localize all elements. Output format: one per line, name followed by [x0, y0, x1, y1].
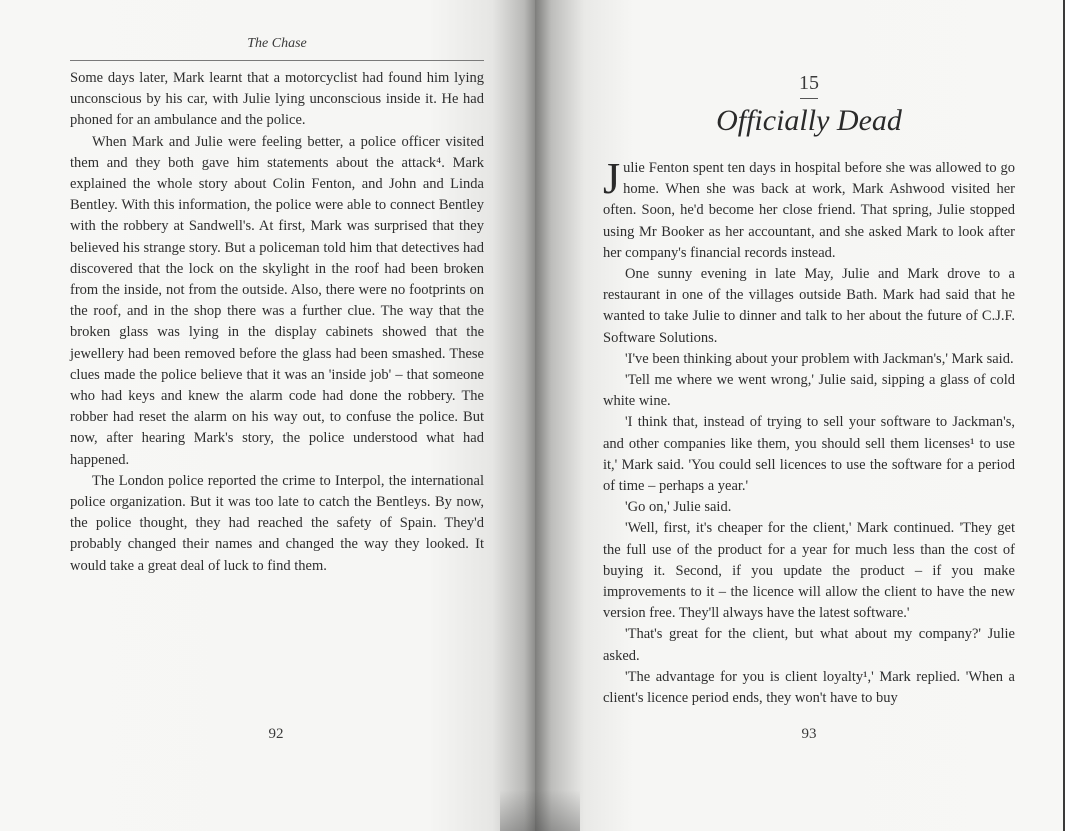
right-paragraph: One sunny evening in late May, Julie and Mark drove to a restaurant in one of the villages outside Bath. Mark had said that he wanted to take Julie to dinner and talk to her about the future of C.J.F. Software Solutions. — [603, 266, 1015, 346]
right-paragraph: 'Tell me where we went wrong,' Julie said, sipping a glass of cold white wine. — [603, 372, 1015, 410]
chapter-title: Officially Dead — [716, 104, 902, 137]
right-first-paragraph — [603, 154, 1015, 264]
chapter-number-rule — [800, 98, 818, 99]
running-head: The Chase — [247, 36, 307, 51]
left-paragraph: When Mark and Julie were feeling better, a police officer visited them and they both gave him statements about the attack⁴. Mark explained the whole story about Colin Fenton, and John and Linda Bentley. With this information, the police were able to connect Bentley with the robbery at Sandwell's. At first, Mark was surprised that they believed his strange story. But a policeman told him that detectives had discovered that the lock on the skylight in the roof had been broken from the inside, not from the outside. Also, there were no footprints on the roof, and in the shop there was a further clue. The way that the broken glass was lying in the display cabinets showed that the jewellery had been removed before the glass had been smashed. These clues made the police believe that it was an 'inside job' – that someone who had keys and knew the alarm code had done the robbery. The robber had reset the alarm on his way out, to confuse the police. But now, after hearing Mark's story, the police understood what had happened. — [70, 133, 484, 468]
page-edge — [1063, 0, 1083, 831]
page-number-left: 92 — [268, 726, 284, 742]
right-paragraph: 'Go on,' Julie said. — [625, 499, 732, 516]
running-head-rule — [70, 60, 484, 61]
right-paragraph: 'Well, first, it's cheaper for the client,' Mark continued. 'They get the full use of the product for a year for much less than the cost of buying it. Second, if you update the product – if you make improvements to it – the licence will allow the client to have the new version free. They'll always have the latest software.' — [603, 520, 1015, 622]
right-paragraph: 'I think that, instead of trying to sell your software to Jackman's, and other companies like them, you should sell them licenses¹ to use it,' Mark said. 'You could sell licences to use the software for a period of time – perhaps a year.' — [603, 414, 1015, 495]
right-body-text — [603, 154, 1015, 709]
left-paragraph: The London police reported the crime to Interpol, the international police organization. But it was too late to catch the Bentleys. By now, the police thought, they had reached the safety of Spain. They'd probably changed their names and changed the way they looked. It would take a great deal of luck to find them. — [70, 472, 484, 574]
gutter-shadow — [500, 790, 580, 831]
first-paragraph-text: ulie Fenton spent ten days in hospital before she was allowed to go home. When she was back at work, Mark Ashwood visited her often. Soon, he'd become her close friend. That spring, Julie stopped using Mr Booker as her accountant, and she asked Mark to look after her company's financial records instead. — [603, 160, 1015, 261]
left-paragraph: Some days later, Mark learnt that a motorcyclist had found him lying unconscious by his car, with Julie lying unconscious inside it. He had phoned for an ambulance and the police. — [70, 70, 484, 129]
left-body-text — [70, 68, 484, 577]
right-paragraph: 'I've been thinking about your problem with Jackman's,' Mark said. — [625, 350, 1014, 367]
right-paragraph: 'That's great for the client, but what about my company?' Julie asked. — [603, 626, 1015, 664]
right-paragraph: 'The advantage for you is client loyalty¹,' Mark replied. 'When a client's licence period ends, they won't have to buy — [603, 668, 1015, 707]
drop-cap: J — [603, 154, 621, 203]
chapter-number: 15 — [799, 72, 819, 94]
page-number-right: 93 — [801, 726, 817, 742]
